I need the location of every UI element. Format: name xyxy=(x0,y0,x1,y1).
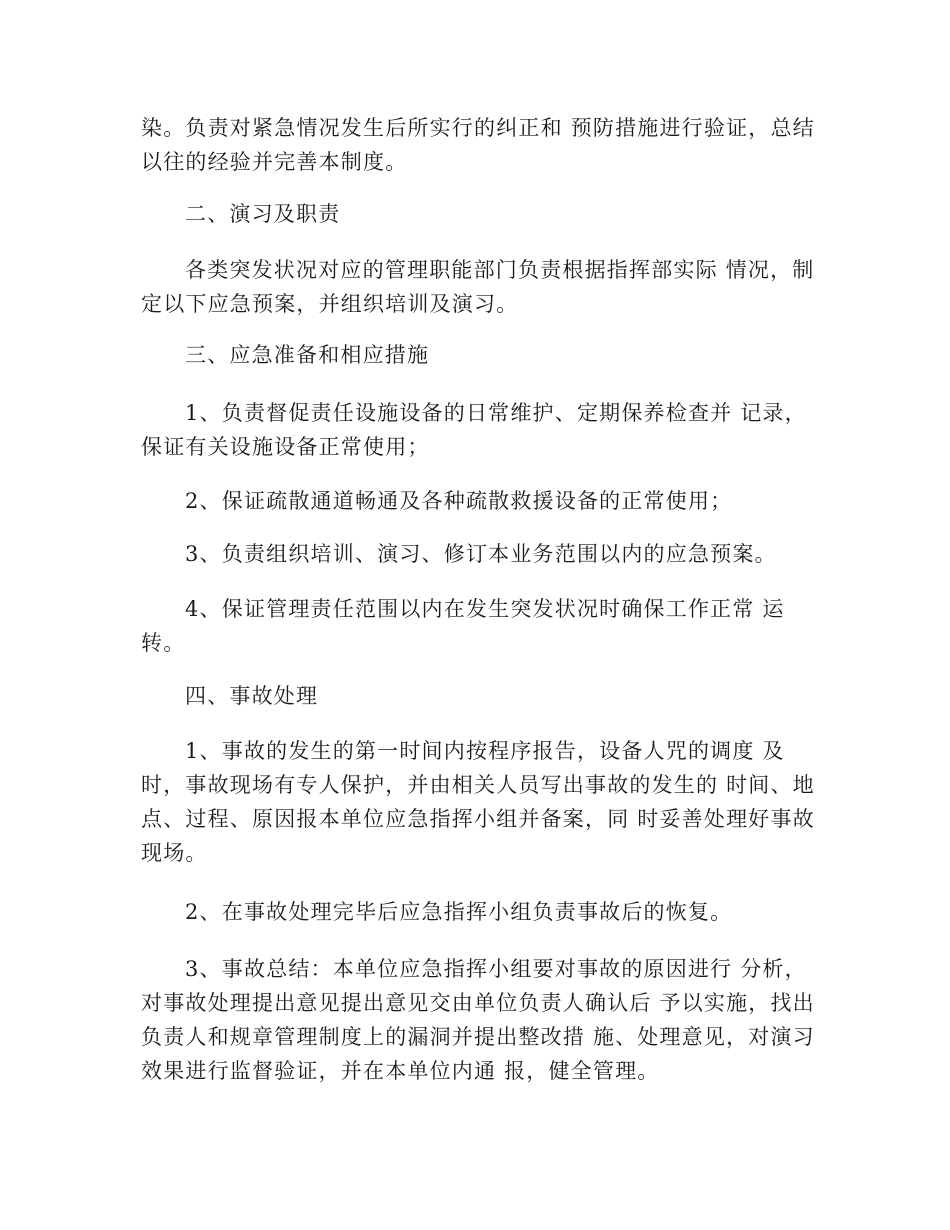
list-item-preparation-4 xyxy=(141,592,821,660)
text-line: 转。 xyxy=(141,631,186,655)
list-item-preparation-2 xyxy=(141,484,821,518)
text-line: 点、过程、原因报本单位应急指挥小组并备案，同 时妥善处理好事故 xyxy=(141,807,815,831)
list-item-accident-2 xyxy=(141,895,821,929)
text-line: 以往的经验并完善本制度。 xyxy=(141,150,408,174)
text-line: 保证有关设施设备正常使用； xyxy=(141,435,430,459)
list-item-preparation-3 xyxy=(141,537,821,571)
text-line: 时，事故现场有专人保护，并由相关人员写出事故的发生的 时间、地 xyxy=(141,773,815,797)
heading-text: 四、事故处理 xyxy=(185,684,319,708)
list-item-preparation-1 xyxy=(141,396,821,464)
text-line: 1、负责督促责任设施设备的日常维护、定期保养检查并 记录， xyxy=(185,401,807,425)
heading-text: 三、应急准备和相应措施 xyxy=(185,343,430,367)
section-heading-preparation xyxy=(141,338,821,372)
text-line: 染。负责对紧急情况发生后所实行的纠正和 预防措施进行验证，总结 xyxy=(141,116,815,140)
paragraph-closing-responsibility xyxy=(141,111,821,179)
paragraph-drills xyxy=(141,253,821,321)
text-line: 效果进行监督验证，并在本单位内通 报，健全管理。 xyxy=(141,1059,660,1083)
text-line: 现场。 xyxy=(141,841,208,865)
text-line: 1、事故的发生的第一时间内按程序报告，设备人咒的调度 及 xyxy=(185,739,785,763)
text-line: 4、保证管理责任范围以内在发生突发状况时确保工作正常 运 xyxy=(185,597,785,621)
text-line: 各类突发状况对应的管理职能部门负责根据指挥部实际 情况，制 xyxy=(185,258,815,282)
list-item-accident-3 xyxy=(141,952,821,1088)
section-heading-accident-handling xyxy=(141,679,821,713)
section-heading-drills xyxy=(141,197,821,231)
text-line: 3、事故总结：本单位应急指挥小组要对事故的原因进行 分析， xyxy=(185,957,807,981)
text-line: 3、负责组织培训、演习、修订本业务范围以内的应急预案。 xyxy=(185,542,777,566)
text-line: 负责人和规章管理制度上的漏洞并提出整改措 施、处理意见，对演习 xyxy=(141,1025,815,1049)
heading-text: 二、演习及职责 xyxy=(185,202,341,226)
text-line: 定以下应急预案，并组织培训及演习。 xyxy=(141,292,519,316)
text-line: 2、保证疏散通道畅通及各种疏散救援设备的正常使用； xyxy=(185,489,733,513)
text-line: 对事故处理提出意见提出意见交由单位负责人确认后 予以实施，找出 xyxy=(141,991,815,1015)
list-item-accident-1 xyxy=(141,734,821,870)
text-line: 2、在事故处理完毕后应急指挥小组负责事故后的恢复。 xyxy=(185,900,733,924)
